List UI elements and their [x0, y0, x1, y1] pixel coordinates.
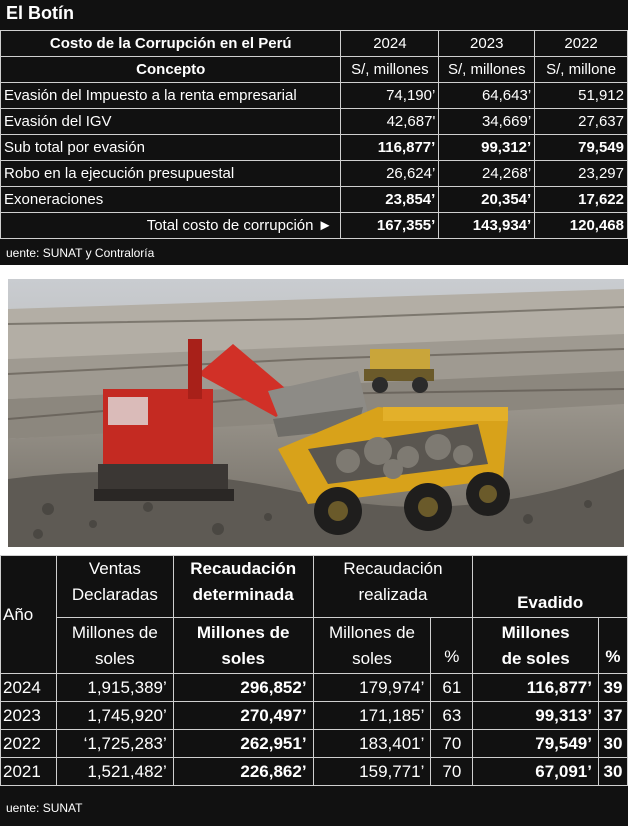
cell-value: 27,637 [535, 109, 628, 135]
cell-value: 1,521,482’ [56, 758, 173, 786]
year-header: 2023 [439, 31, 535, 57]
determined-collection-header: Recaudación determinada [173, 556, 313, 618]
table-caption: Costo de la Corrupción en el Perú [1, 31, 341, 57]
source-note: uente: SUNAT y Contraloría [6, 246, 155, 260]
cell-value: 67,091’ [473, 758, 599, 786]
cell-value: 74,190’ [341, 83, 439, 109]
mining-photo [8, 279, 624, 547]
total-row [1, 213, 628, 239]
table-header-row [1, 556, 628, 618]
panel-title: El Botín [6, 3, 74, 23]
cell-value: 226,862’ [173, 758, 313, 786]
year-cell: 2022 [1, 730, 57, 758]
unit-header: Millones de soles [56, 618, 173, 674]
table-row [1, 187, 628, 213]
cell-value: 23,854’ [341, 187, 439, 213]
year-header: 2022 [535, 31, 628, 57]
year-cell: 2024 [1, 674, 57, 702]
percent-header: % [431, 618, 473, 674]
year-cell: 2021 [1, 758, 57, 786]
cell-value: 34,669’ [439, 109, 535, 135]
cell-value: 159,771’ [313, 758, 431, 786]
table-row [1, 674, 628, 702]
cell-value: 37 [598, 702, 627, 730]
cell-value: 70 [431, 730, 473, 758]
cell-value: 30 [598, 730, 627, 758]
cell-value: 39 [598, 674, 627, 702]
table-row [1, 83, 628, 109]
cell-value: 270,497’ [173, 702, 313, 730]
year-header: 2024 [341, 31, 439, 57]
year-cell: 2023 [1, 702, 57, 730]
table-header-row [1, 31, 628, 57]
realized-collection-header: Recaudación realizada [313, 556, 473, 618]
cell-value: 63 [431, 702, 473, 730]
cell-value: 79,549 [535, 135, 628, 161]
year-header: Año [1, 556, 57, 674]
unit-header: S/, millones [341, 57, 439, 83]
table-row [1, 161, 628, 187]
cell-value: 30 [598, 758, 627, 786]
open-pit-mine-illustration [8, 279, 624, 547]
source-note: uente: SUNAT [6, 801, 83, 815]
cell-value: 99,313’ [473, 702, 599, 730]
row-label: Evasión del IGV [1, 109, 341, 135]
table-row [1, 135, 628, 161]
percent-header: % [598, 618, 627, 674]
tax-collection-table [0, 555, 628, 786]
cell-value: 24,268’ [439, 161, 535, 187]
cell-value: 296,852’ [173, 674, 313, 702]
cell-value: 51,912 [535, 83, 628, 109]
cell-value: 183,401’ [313, 730, 431, 758]
unit-header: Millones de soles [313, 618, 431, 674]
table-row [1, 702, 628, 730]
table-row [1, 758, 628, 786]
evaded-header: Evadido [473, 556, 628, 618]
cell-value: 179,974’ [313, 674, 431, 702]
cell-value: 42,687' [341, 109, 439, 135]
cell-value: 64,643’ [439, 83, 535, 109]
cell-value: 23,297 [535, 161, 628, 187]
cell-value: ‘1,725,283’ [56, 730, 173, 758]
corruption-cost-panel [0, 0, 628, 265]
table-unit-row [1, 618, 628, 674]
cell-value: 116,877’ [341, 135, 439, 161]
cell-value: 1,915,389’ [56, 674, 173, 702]
row-label: Sub total por evasión [1, 135, 341, 161]
unit-header: Millones de soles [473, 618, 599, 674]
cell-value: 61 [431, 674, 473, 702]
total-value: 120,468 [535, 213, 628, 239]
cell-value: 79,549’ [473, 730, 599, 758]
cell-value: 1,745,920’ [56, 702, 173, 730]
unit-header: S/, millone [535, 57, 628, 83]
tax-collection-panel [0, 555, 628, 826]
cell-value: 116,877’ [473, 674, 599, 702]
total-value: 167,355’ [341, 213, 439, 239]
row-label: Evasión del Impuesto a la renta empresarial [1, 83, 341, 109]
table-unit-row [1, 57, 628, 83]
unit-header: Millones de soles [173, 618, 313, 674]
cell-value: 99,312’ [439, 135, 535, 161]
cell-value: 171,185’ [313, 702, 431, 730]
concept-header: Concepto [1, 57, 341, 83]
cell-value: 20,354’ [439, 187, 535, 213]
table-row [1, 109, 628, 135]
total-value: 143,934’ [439, 213, 535, 239]
cell-value: 17,622 [535, 187, 628, 213]
unit-header: S/, millones [439, 57, 535, 83]
cell-value: 262,951’ [173, 730, 313, 758]
row-label: Robo en la ejecución presupuestal [1, 161, 341, 187]
sales-header: Ventas Declaradas [56, 556, 173, 618]
table-row [1, 730, 628, 758]
row-label: Exoneraciones [1, 187, 341, 213]
total-label: Total costo de corrupción ► [1, 213, 341, 239]
cell-value: 26,624’ [341, 161, 439, 187]
corruption-cost-table [0, 30, 628, 239]
cell-value: 70 [431, 758, 473, 786]
